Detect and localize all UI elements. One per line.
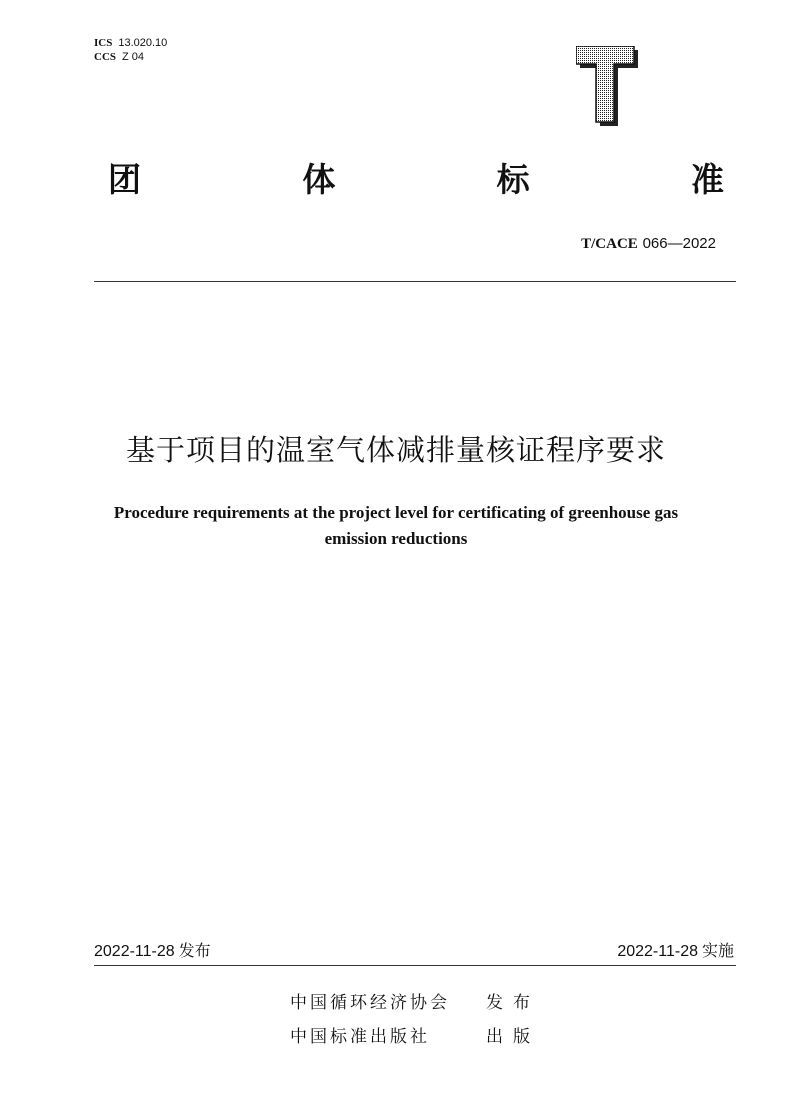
effective-date-label: 实施 [701, 941, 734, 960]
effective-date [617, 940, 734, 963]
doc-type-char: 标 [496, 160, 530, 199]
ics-value: 13.020.10 [118, 37, 168, 49]
ccs-code [94, 50, 167, 64]
publisher-role: 出版 [486, 1027, 540, 1047]
doc-type-char: 准 [690, 160, 724, 199]
effective-date-value: 2022-11-28 [617, 943, 698, 960]
ccs-label: CCS [94, 51, 117, 63]
classification-codes [94, 36, 167, 64]
doc-type-char: 体 [302, 160, 336, 199]
standard-number-value: 066—2022 [642, 235, 716, 252]
publishers [290, 986, 540, 1054]
title-chinese: 基于项目的温室气体减排量核证程序要求 [125, 433, 666, 467]
ics-label: ICS [94, 37, 113, 49]
ccs-value: Z 04 [122, 51, 145, 63]
doc-type-char: 团 [108, 160, 141, 199]
ics-code [94, 36, 167, 50]
publisher-row [290, 1020, 540, 1054]
publisher-org: 中国标准出版社 [290, 1027, 430, 1047]
publisher-org: 中国循环经济协会 [290, 993, 450, 1013]
title-english-line: emission reductions [324, 529, 468, 548]
footer-divider [94, 965, 736, 966]
document-type-heading [108, 160, 724, 200]
issue-date-value: 2022-11-28 [94, 943, 175, 960]
standard-number [581, 233, 716, 254]
standard-t-logo-icon [576, 46, 638, 126]
title-english-line: Procedure requirements at the project level for certificating of greenhouse gas [113, 503, 679, 522]
issue-date-label: 发布 [178, 941, 211, 960]
standard-number-prefix: T/CACE [581, 236, 638, 252]
publisher-role: 发布 [486, 993, 540, 1013]
title-english [80, 500, 712, 552]
header-divider [94, 281, 736, 282]
publisher-row [290, 986, 540, 1020]
issue-date [94, 940, 211, 963]
